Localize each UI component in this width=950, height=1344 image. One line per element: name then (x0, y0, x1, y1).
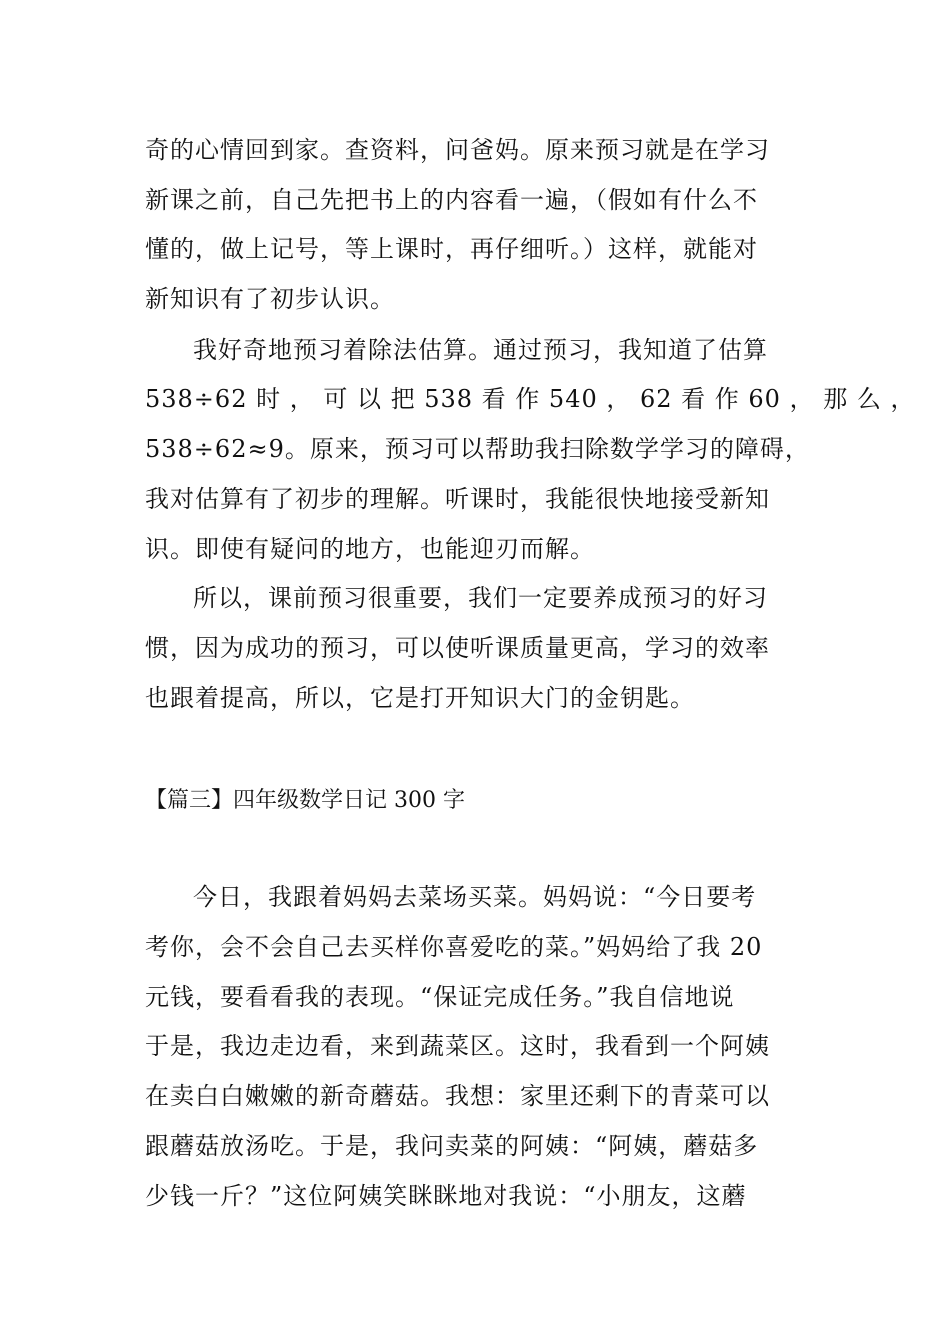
paragraph-line: 奇的心情回到家。查资料，问爸妈。原来预习就是在学习 (145, 136, 770, 164)
paragraph-line: 懂的，做上记号，等上课时，再仔细听。）这样，就能对 (145, 235, 758, 263)
paragraph-line: 跟蘑菇放汤吃。于是，我问卖菜的阿姨：“阿姨，蘑菇多 (145, 1132, 759, 1160)
section-heading: 【篇三】四年级数学日记 300 字 (145, 788, 465, 813)
paragraph-line: 惯，因为成功的预习，可以使听课质量更高，学习的效率 (145, 634, 770, 662)
paragraph-line: 今日，我跟着妈妈去菜场买菜。妈妈说：“今日要考 (193, 883, 757, 911)
paragraph-line: 识。即使有疑问的地方，也能迎刃而解。 (145, 535, 595, 563)
paragraph-line: 新知识有了初步认识。 (145, 285, 395, 313)
paragraph-line: 考你，会不会自己去买样你喜爱吃的菜。”妈妈给了我 20 (145, 933, 763, 961)
paragraph-line: 也跟着提高，所以，它是打开知识大门的金钥匙。 (145, 684, 695, 712)
paragraph-line: 538÷62 时 ， 可 以 把 538 看 作 540 ， 62 看 作 60 ， 那 么 ， (145, 385, 916, 413)
paragraph-line: 所以，课前预习很重要，我们一定要养成预习的好习 (193, 584, 768, 612)
paragraph-line: 我对估算有了初步的理解。听课时，我能很快地接受新知 (145, 485, 770, 513)
paragraph-line: 538÷62≈9。原来，预习可以帮助我扫除数学学习的障碍， (145, 435, 810, 463)
paragraph-line: 少钱一斤？”这位阿姨笑眯眯地对我说：“小朋友，这蘑 (145, 1182, 747, 1210)
paragraph-line: 我好奇地预习着除法估算。通过预习，我知道了估算 (193, 336, 768, 364)
paragraph-line: 在卖白白嫩嫩的新奇蘑菇。我想：家里还剩下的青菜可以 (145, 1082, 770, 1110)
paragraph-line: 于是，我边走边看，来到蔬菜区。这时，我看到一个阿姨 (145, 1032, 770, 1060)
paragraph-line: 元钱，要看看我的表现。“保证完成任务。”我自信地说 (145, 983, 735, 1011)
paragraph-line: 新课之前，自己先把书上的内容看一遍，（假如有什么不 (145, 186, 758, 214)
